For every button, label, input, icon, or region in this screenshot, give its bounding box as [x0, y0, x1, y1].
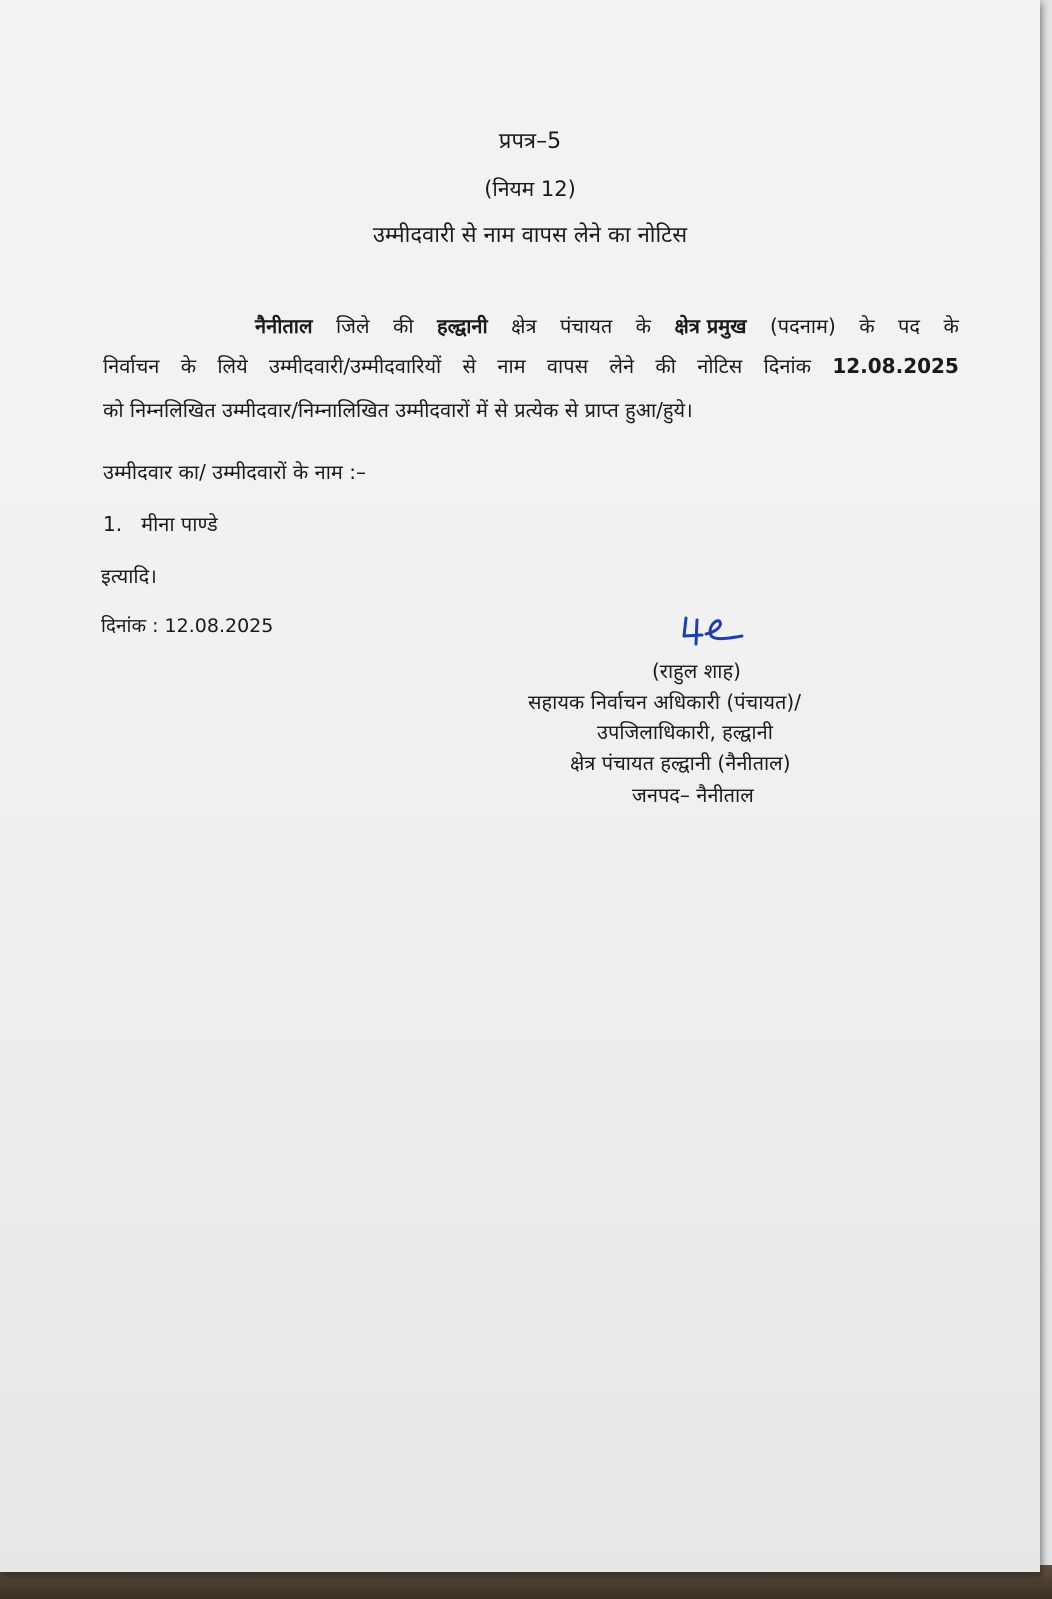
candidate-item: 1. मीना पाण्डे [103, 512, 218, 536]
word: वापस [546, 354, 589, 378]
word: लेने [609, 354, 635, 378]
word: निर्वाचन [103, 354, 160, 378]
etc-text: इत्यादि। [101, 564, 157, 588]
word: जिले [335, 314, 370, 338]
officer-designation: सहायक निर्वाचन अधिकारी (पंचायत)/ [528, 690, 801, 714]
word: की [393, 314, 414, 338]
paragraph-line-1 [255, 312, 959, 340]
notice-title: उम्मीदवारी से नाम वापस लेने का नोटिस [372, 223, 688, 248]
word: पंचायत [559, 314, 613, 338]
date-line: दिनांक : 12.08.2025 [101, 615, 274, 637]
post-name: क्षेत्र प्रमुख [674, 314, 747, 338]
paragraph-line-3: को निम्नलिखित उम्मीदवार/निम्नालिखित उम्मीदवारों में से प्रत्येक से प्राप्त हुआ/हुये। [103, 398, 693, 422]
paragraph-line-2 [103, 352, 959, 380]
handwritten-signature [680, 612, 750, 652]
rule-reference: (नियम 12) [484, 177, 576, 201]
district-name: नैनीताल [255, 314, 313, 338]
notice-date: 12.08.2025 [832, 354, 959, 378]
word: लिये [217, 354, 248, 378]
word: दिनांक [763, 354, 812, 378]
word: नाम [497, 354, 526, 378]
word: के [943, 314, 959, 338]
form-number: प्रपत्र–5 [498, 129, 562, 154]
word: के [180, 354, 197, 378]
word: नोटिस [697, 354, 743, 378]
word: की [655, 354, 676, 378]
word: उम्मीदवारी/उम्मीदवारियों [269, 354, 442, 378]
word: पद [898, 314, 921, 338]
word: के [635, 314, 652, 338]
word: क्षेत्र [511, 314, 537, 338]
officer-office: उपजिलाधिकारी, हल्द्वानी [597, 720, 773, 744]
officer-area: क्षेत्र पंचायत हल्द्वानी (नैनीताल) [570, 751, 791, 775]
block-name: हल्द्वानी [436, 314, 488, 338]
officer-district: जनपद– नैनीताल [632, 783, 754, 807]
officer-name: (राहुल शाह) [652, 659, 741, 683]
word: से [462, 354, 477, 378]
candidates-label: उम्मीदवार का/ उम्मीदवारों के नाम :– [103, 460, 366, 484]
word: (पदनाम) [769, 314, 836, 338]
word: के [859, 314, 875, 338]
